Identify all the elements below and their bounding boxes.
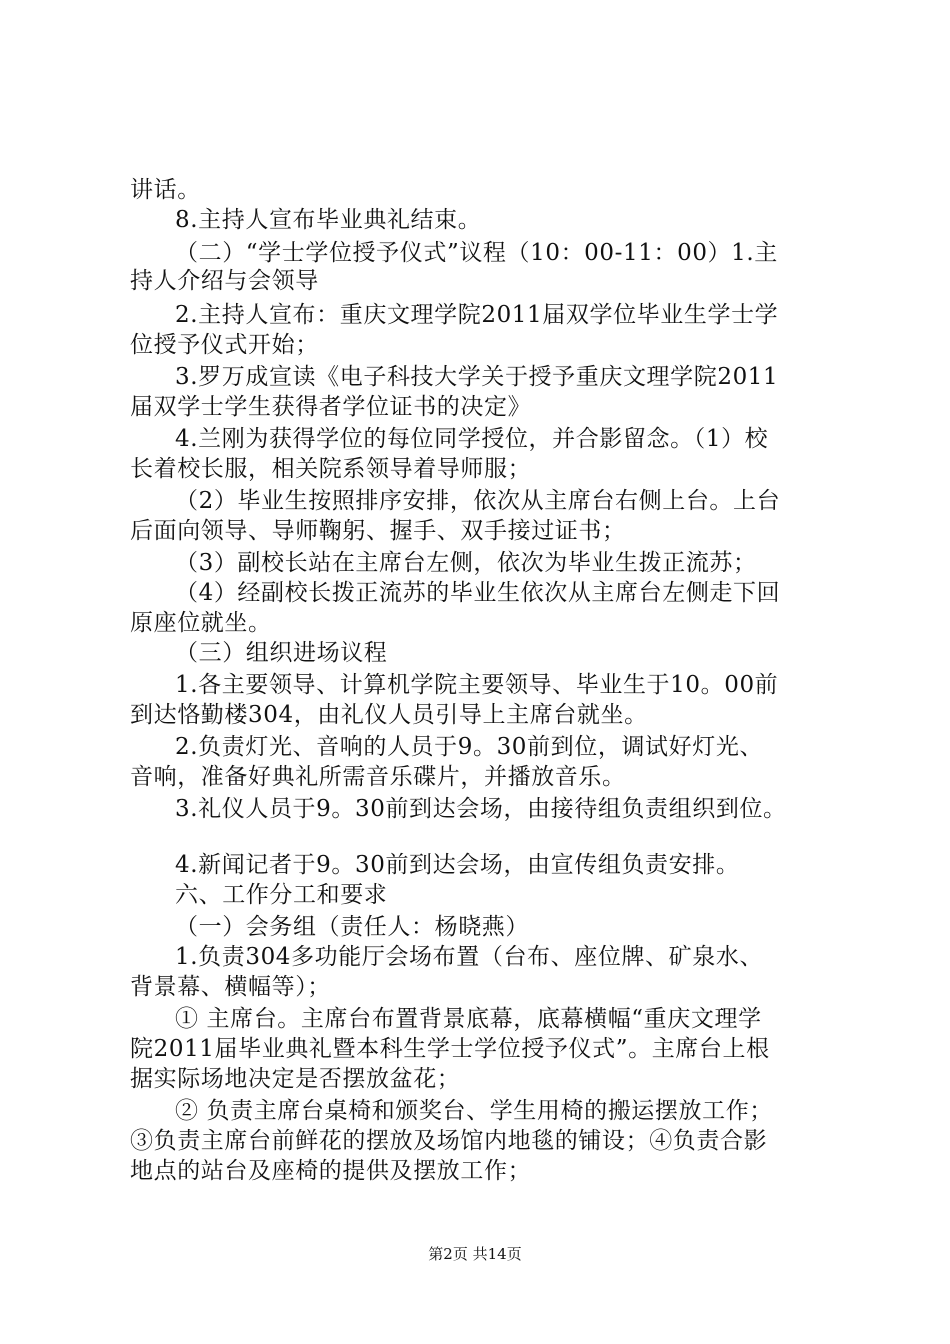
text-line: 4.兰刚为获得学位的每位同学授位，并合影留念。（1）校 [175, 426, 769, 452]
text-line: 位授予仪式开始； [130, 332, 319, 358]
text-line: ② 负责主席台桌椅和颁奖台、学生用椅的搬运摆放工作； [175, 1098, 773, 1124]
text-line: 背景幕、横幅等）； [130, 974, 331, 1000]
text-line: 原座位就坐。 [130, 610, 272, 636]
text-line: 院2011届毕业典礼暨本科生学士学位授予仪式”。主席台上根 [130, 1036, 770, 1062]
text-line: ③负责主席台前鲜花的摆放及场馆内地毯的铺设；④负责合影 [130, 1128, 768, 1154]
text-line: 1.各主要领导、计算机学院主要领导、毕业生于10。00前 [175, 672, 779, 698]
text-line: （三）组织进场议程 [175, 640, 388, 666]
text-line: 3.罗万成宣读《电子科技大学关于授予重庆文理学院2011 [175, 364, 779, 390]
text-line: （一）会务组（责任人：杨晓燕） [175, 914, 529, 940]
text-line: 届双学士学生获得者学位证书的决定》 [130, 394, 532, 420]
text-line: 2.负责灯光、音响的人员于9。30前到位，调试好灯光、 [175, 734, 764, 760]
text-line: （二）“学士学位授予仪式”议程（10：00-11：00）1.主 [175, 240, 778, 266]
text-line: 长着校长服，相关院系领导着导师服； [130, 456, 532, 482]
page-number-footer: 第2页 共14页 [428, 1245, 522, 1263]
text-line: 1.负责304多功能厅会场布置（台布、座位牌、矿泉水、 [175, 944, 764, 970]
text-line: （3）副校长站在主席台左侧，依次为毕业生拨正流苏； [175, 550, 757, 576]
text-line: 六、工作分工和要求 [175, 882, 388, 908]
text-line: 据实际场地决定是否摆放盆花； [130, 1066, 461, 1092]
text-line: ① 主席台。主席台布置背景底幕，底幕横幅“重庆文理学 [175, 1006, 762, 1032]
text-line: 地点的站台及座椅的提供及摆放工作； [130, 1158, 532, 1184]
text-line: 持人介绍与会领导 [130, 268, 319, 294]
text-line: 音响，准备好典礼所需音乐碟片，并播放音乐。 [130, 764, 626, 790]
text-line: （4）经副校长拨正流苏的毕业生依次从主席台左侧走下回 [175, 580, 781, 606]
text-line: 4.新闻记者于9。30前到达会场，由宣传组负责安排。 [175, 852, 740, 878]
text-line: 讲话。 [130, 177, 201, 203]
text-line: 后面向领导、导师鞠躬、握手、双手接过证书； [130, 518, 626, 544]
text-line: 到达恪勤楼304，由礼仪人员引导上主席台就坐。 [130, 702, 648, 728]
text-line: 3.礼仪人员于9。30前到达会场，由接待组负责组织到位。 [175, 796, 787, 822]
text-line: 8.主持人宣布毕业典礼结束。 [175, 207, 482, 233]
text-line: （2）毕业生按照排序安排，依次从主席台右侧上台。上台 [175, 488, 781, 514]
text-line: 2.主持人宣布：重庆文理学院2011届双学位毕业生学士学 [175, 302, 779, 328]
